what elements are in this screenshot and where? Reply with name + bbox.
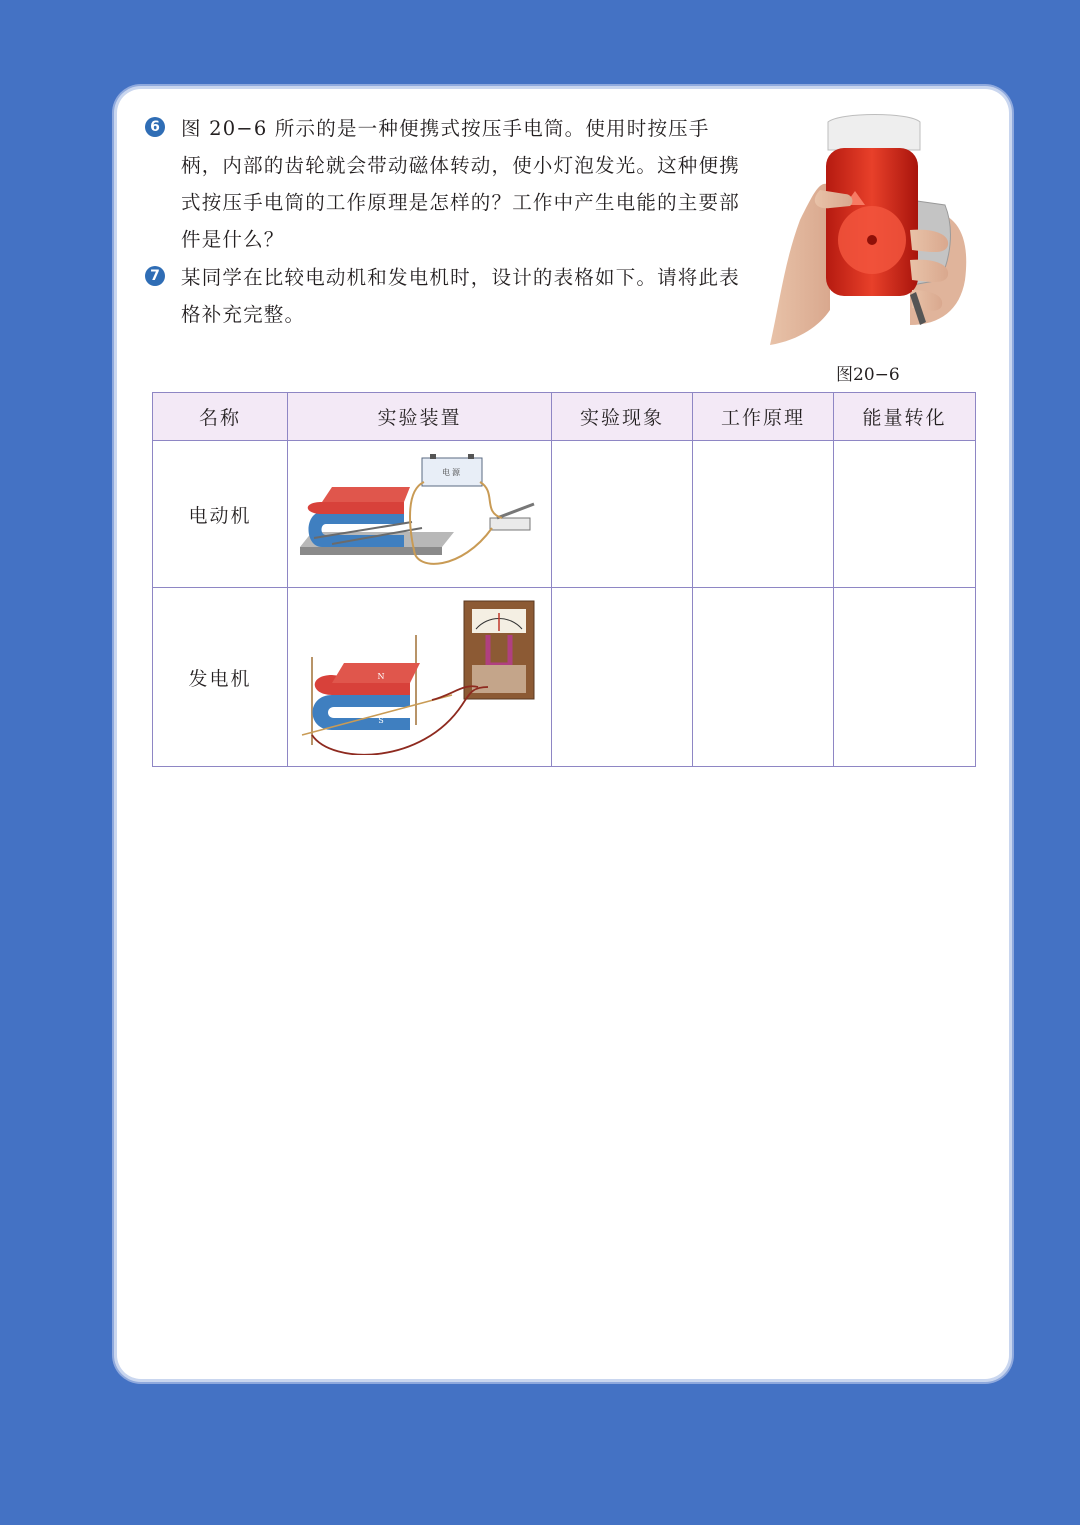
motor-principle-cell xyxy=(693,441,834,588)
header-apparatus: 实验装置 xyxy=(288,393,552,441)
header-name: 名称 xyxy=(153,393,288,441)
question-7 xyxy=(145,259,745,333)
magnet-north-label: N xyxy=(377,671,386,681)
motor-phenomenon-cell xyxy=(552,441,693,588)
motor-apparatus-cell xyxy=(288,441,552,588)
question-number-badge: 6 xyxy=(145,117,165,137)
figure-caption: 图20−6 xyxy=(836,365,900,385)
table-header-row xyxy=(153,393,976,441)
power-source-label: 电源 xyxy=(441,467,462,477)
generator-principle-cell xyxy=(693,588,834,767)
comparison-table xyxy=(152,392,976,767)
motor-energy-cell xyxy=(834,441,976,588)
generator-apparatus-diagram xyxy=(292,595,548,755)
header-phenomenon: 实验现象 xyxy=(552,393,693,441)
question-number-badge: 7 xyxy=(145,266,165,286)
motor-apparatus-diagram xyxy=(292,452,548,572)
generator-apparatus-cell xyxy=(288,588,552,767)
table-row xyxy=(153,441,976,588)
question-text: 某同学在比较电动机和发电机时，设计的表格如下。请将此表格补充完整。 xyxy=(181,266,740,326)
generator-phenomenon-cell xyxy=(552,588,693,767)
row-name-motor: 电动机 xyxy=(153,441,288,588)
question-6 xyxy=(145,110,745,258)
header-principle: 工作原理 xyxy=(693,393,834,441)
generator-energy-cell xyxy=(834,588,976,767)
magnet-south-label: S xyxy=(377,715,386,725)
table-row xyxy=(153,588,976,767)
question-text: 图 20−6 所示的是一种便携式按压手电筒。使用时按压手柄，内部的齿轮就会带动磁体转动，使小灯泡发光。这种便携式按压手电筒的工作原理是怎样的？工作中产生电能的主要部件是什么？ xyxy=(181,117,740,251)
row-name-generator: 发电机 xyxy=(153,588,288,767)
header-energy-conversion: 能量转化 xyxy=(834,393,976,441)
hand-press-flashlight-photo xyxy=(760,110,975,350)
